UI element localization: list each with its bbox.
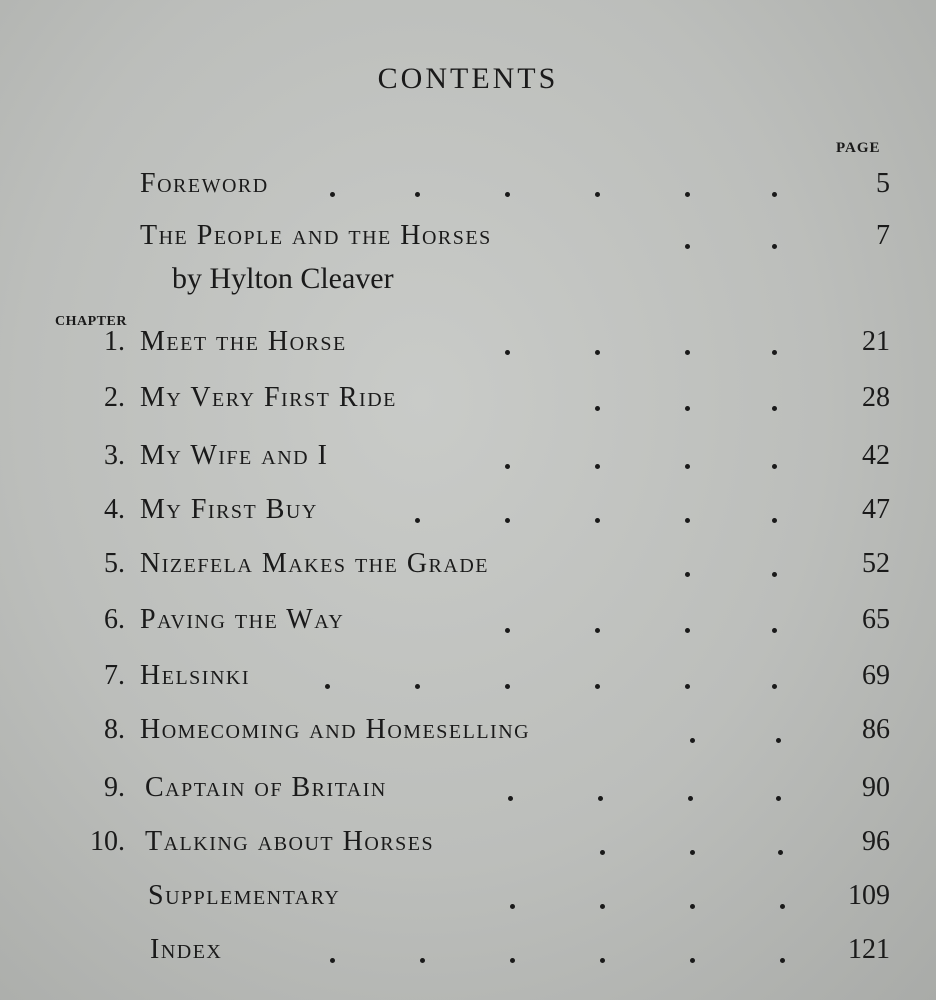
- chapter-number: 5.: [104, 548, 125, 579]
- chapter-title: Nizefela Makes the Grade: [140, 548, 489, 579]
- leader-dot: [510, 904, 515, 909]
- chapter-title: Meet the Horse: [140, 326, 347, 357]
- chapter-number: 6.: [104, 604, 125, 635]
- leader-dot: [778, 850, 783, 855]
- chapter-title: My Wife and I: [140, 440, 329, 471]
- leader-dot: [505, 192, 510, 197]
- chapter-page: 28: [862, 382, 890, 413]
- toc-entry-subtitle: by Hylton Cleaver: [172, 262, 394, 295]
- leader-dots: [0, 660, 936, 700]
- leader-dot: [690, 850, 695, 855]
- toc-chapter-1: [0, 326, 936, 366]
- chapter-title: Paving the Way: [140, 604, 345, 635]
- leader-dot: [772, 244, 777, 249]
- chapter-number: 2.: [104, 382, 125, 413]
- toc-entry-foreword: [0, 168, 936, 208]
- leader-dots: [0, 494, 936, 534]
- leader-dot: [685, 518, 690, 523]
- chapter-number: 9.: [104, 772, 125, 803]
- leader-dot: [690, 958, 695, 963]
- leader-dots: [0, 714, 936, 754]
- toc-chapter-8: [0, 714, 936, 754]
- leader-dots: [0, 826, 936, 866]
- toc-entry-title: Foreword: [140, 168, 269, 199]
- toc-entry-index: [0, 934, 936, 974]
- leader-dot: [505, 518, 510, 523]
- chapter-title: Helsinki: [140, 660, 250, 691]
- toc-entry-page: 109: [848, 880, 890, 911]
- chapter-page: 86: [862, 714, 890, 745]
- leader-dot: [772, 192, 777, 197]
- chapter-number: 1.: [104, 326, 125, 357]
- leader-dot: [595, 684, 600, 689]
- leader-dot: [505, 464, 510, 469]
- leader-dot: [595, 350, 600, 355]
- leader-dots: [0, 168, 936, 208]
- leader-dot: [595, 464, 600, 469]
- leader-dot: [685, 572, 690, 577]
- chapter-number: 4.: [104, 494, 125, 525]
- leader-dot: [772, 518, 777, 523]
- leader-dot: [598, 796, 603, 801]
- toc-entry-subtitle-row: [0, 262, 936, 302]
- chapter-number: 3.: [104, 440, 125, 471]
- leader-dot: [772, 350, 777, 355]
- toc-chapter-7: [0, 660, 936, 700]
- leader-dot: [600, 850, 605, 855]
- leader-dot: [780, 904, 785, 909]
- toc-entry-title: The People and the Horses: [140, 220, 492, 251]
- leader-dot: [685, 406, 690, 411]
- leader-dot: [685, 244, 690, 249]
- leader-dot: [420, 958, 425, 963]
- chapter-page: 69: [862, 660, 890, 691]
- chapter-page: 52: [862, 548, 890, 579]
- leader-dots: [0, 880, 936, 920]
- page-title: CONTENTS: [377, 62, 559, 95]
- chapter-title: Talking about Horses: [145, 826, 435, 857]
- leader-dots: [0, 604, 936, 644]
- chapter-number: 10.: [90, 826, 125, 857]
- chapter-number: 8.: [104, 714, 125, 745]
- leader-dot: [415, 192, 420, 197]
- leader-dot: [330, 958, 335, 963]
- leader-dots: [0, 382, 936, 422]
- toc-chapter-2: [0, 382, 936, 422]
- leader-dot: [685, 684, 690, 689]
- page-column-heading: PAGE: [836, 140, 881, 156]
- leader-dot: [595, 518, 600, 523]
- leader-dot: [685, 464, 690, 469]
- leader-dot: [685, 628, 690, 633]
- leader-dot: [505, 628, 510, 633]
- leader-dot: [772, 572, 777, 577]
- leader-dot: [688, 796, 693, 801]
- leader-dot: [772, 406, 777, 411]
- toc-entry-title: Index: [150, 934, 223, 965]
- toc-chapter-3: [0, 440, 936, 480]
- chapter-number: 7.: [104, 660, 125, 691]
- toc-entry-supplementary: [0, 880, 936, 920]
- leader-dot: [690, 904, 695, 909]
- chapter-title: Captain of Britain: [145, 772, 387, 803]
- toc-entry-title: Supplementary: [148, 880, 341, 911]
- leader-dots: [0, 440, 936, 480]
- leader-dots: [0, 220, 936, 260]
- leader-dot: [780, 958, 785, 963]
- chapter-page: 65: [862, 604, 890, 635]
- leader-dot: [415, 684, 420, 689]
- chapter-title: My First Buy: [140, 494, 318, 525]
- chapter-title: Homecoming and Homeselling: [140, 714, 531, 745]
- toc-entry-page: 5: [876, 168, 890, 199]
- toc-entry-people-and-horses: [0, 220, 936, 260]
- leader-dot: [505, 684, 510, 689]
- leader-dot: [510, 958, 515, 963]
- chapter-column-heading: CHAPTER: [55, 314, 127, 329]
- leader-dot: [595, 192, 600, 197]
- leader-dot: [415, 518, 420, 523]
- toc-chapter-10: [0, 826, 936, 866]
- leader-dot: [600, 904, 605, 909]
- toc-chapter-5: [0, 548, 936, 588]
- leader-dot: [776, 738, 781, 743]
- chapter-page: 90: [862, 772, 890, 803]
- toc-chapter-6: [0, 604, 936, 644]
- leader-dots: [0, 326, 936, 366]
- leader-dot: [772, 464, 777, 469]
- leader-dot: [772, 628, 777, 633]
- leader-dot: [772, 684, 777, 689]
- leader-dot: [776, 796, 781, 801]
- leader-dot: [685, 350, 690, 355]
- leader-dot: [505, 350, 510, 355]
- toc-chapter-4: [0, 494, 936, 534]
- chapter-page: 96: [862, 826, 890, 857]
- chapter-page: 42: [862, 440, 890, 471]
- toc-chapter-9: [0, 772, 936, 812]
- leader-dot: [600, 958, 605, 963]
- chapter-page: 21: [862, 326, 890, 357]
- leader-dots: [0, 934, 936, 974]
- chapter-page: 47: [862, 494, 890, 525]
- toc-entry-page: 121: [848, 934, 890, 965]
- leader-dot: [325, 684, 330, 689]
- toc-entry-page: 7: [876, 220, 890, 251]
- leader-dots: [0, 772, 936, 812]
- leader-dot: [330, 192, 335, 197]
- leader-dot: [595, 406, 600, 411]
- chapter-title: My Very First Ride: [140, 382, 397, 413]
- leader-dot: [690, 738, 695, 743]
- leader-dot: [595, 628, 600, 633]
- leader-dot: [508, 796, 513, 801]
- leader-dot: [685, 192, 690, 197]
- leader-dots: [0, 548, 936, 588]
